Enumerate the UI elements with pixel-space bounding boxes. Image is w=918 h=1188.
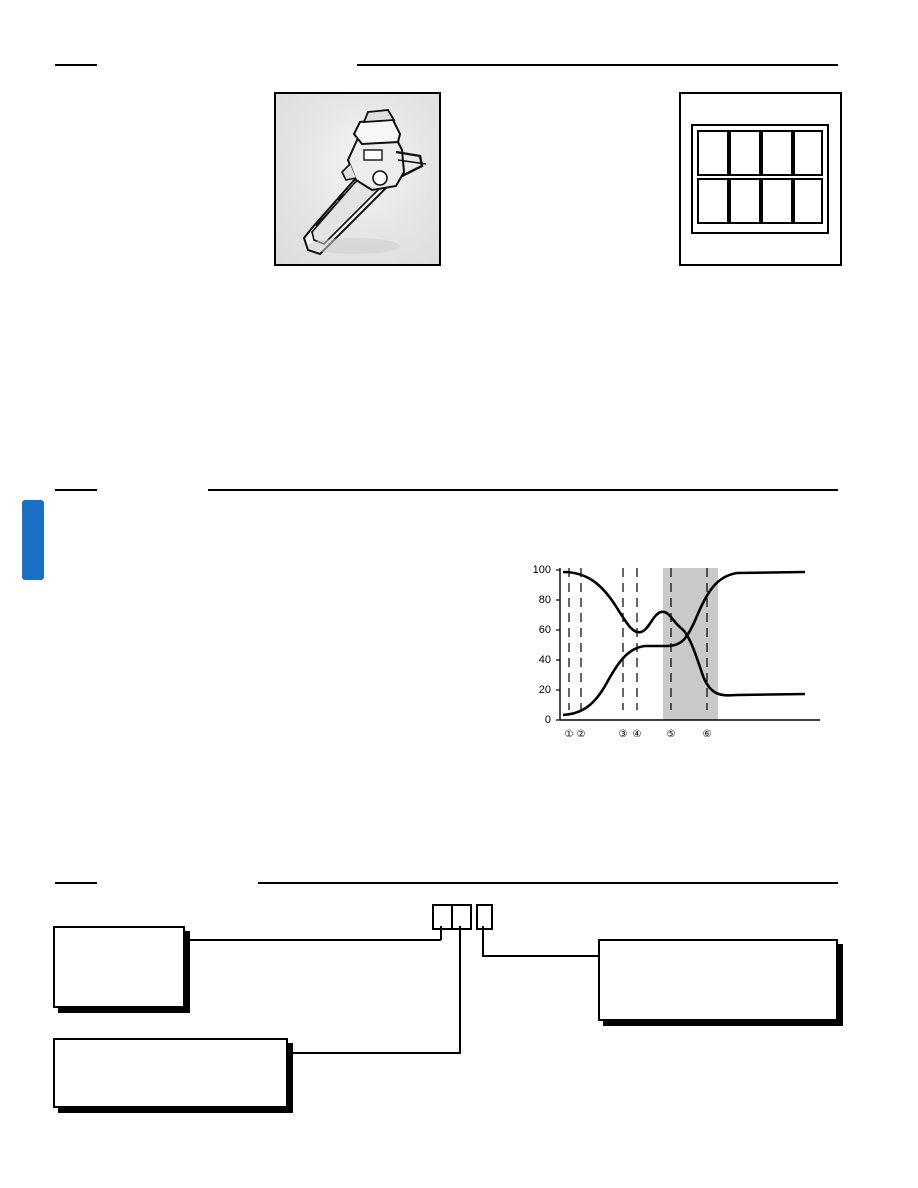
section-1-tick xyxy=(55,64,97,66)
chart-step-marker: ② xyxy=(576,729,586,740)
grid-cell xyxy=(729,130,761,176)
chart-step-marker: ⑤ xyxy=(666,729,676,740)
connector-node-2 xyxy=(451,904,472,930)
page-tab-marker xyxy=(22,500,44,580)
connector-line xyxy=(440,926,442,940)
chart-ytick-label: 20 xyxy=(538,684,551,696)
chart-ytick-label: 100 xyxy=(532,564,551,576)
connector-line xyxy=(459,926,461,940)
section-3-tick xyxy=(55,882,97,884)
chart-step-marker: ⑥ xyxy=(702,729,712,740)
connector-line xyxy=(482,955,600,957)
section-2-rule xyxy=(208,489,838,491)
connector-line xyxy=(459,940,461,1054)
grid-cell xyxy=(729,178,761,224)
connector-node-1 xyxy=(432,904,453,930)
grid-cell xyxy=(793,178,823,224)
section-2-tick xyxy=(55,489,97,491)
connector-line xyxy=(183,939,441,941)
connector-line xyxy=(288,1052,461,1054)
grid-cell xyxy=(697,178,729,224)
chart-step-marker: ① xyxy=(564,729,574,740)
flow-box-top-left xyxy=(53,926,185,1008)
connector-line xyxy=(482,926,484,956)
chainsaw-illustration-icon xyxy=(276,94,439,264)
grid-outer-frame xyxy=(691,124,829,234)
process-chart xyxy=(505,560,825,760)
chart-step-marker: ④ xyxy=(632,729,642,740)
section-1-rule xyxy=(357,64,838,66)
chart-ytick-label: 0 xyxy=(544,714,551,726)
grid-cell xyxy=(761,130,793,176)
chart-step-marker: ③ xyxy=(618,729,628,740)
chart-ytick-label: 40 xyxy=(538,654,551,666)
section-3-rule xyxy=(258,882,838,884)
grid-cell xyxy=(793,130,823,176)
chart-ytick-label: 60 xyxy=(538,624,551,636)
grid-cell xyxy=(761,178,793,224)
flow-box-bottom-left xyxy=(53,1038,288,1108)
chainsaw-figure xyxy=(274,92,441,266)
flow-box-right xyxy=(598,939,838,1021)
window-grid-figure xyxy=(679,92,842,266)
connector-node-3 xyxy=(476,904,493,930)
grid-cell xyxy=(697,130,729,176)
chart-ytick-label: 80 xyxy=(538,594,551,606)
